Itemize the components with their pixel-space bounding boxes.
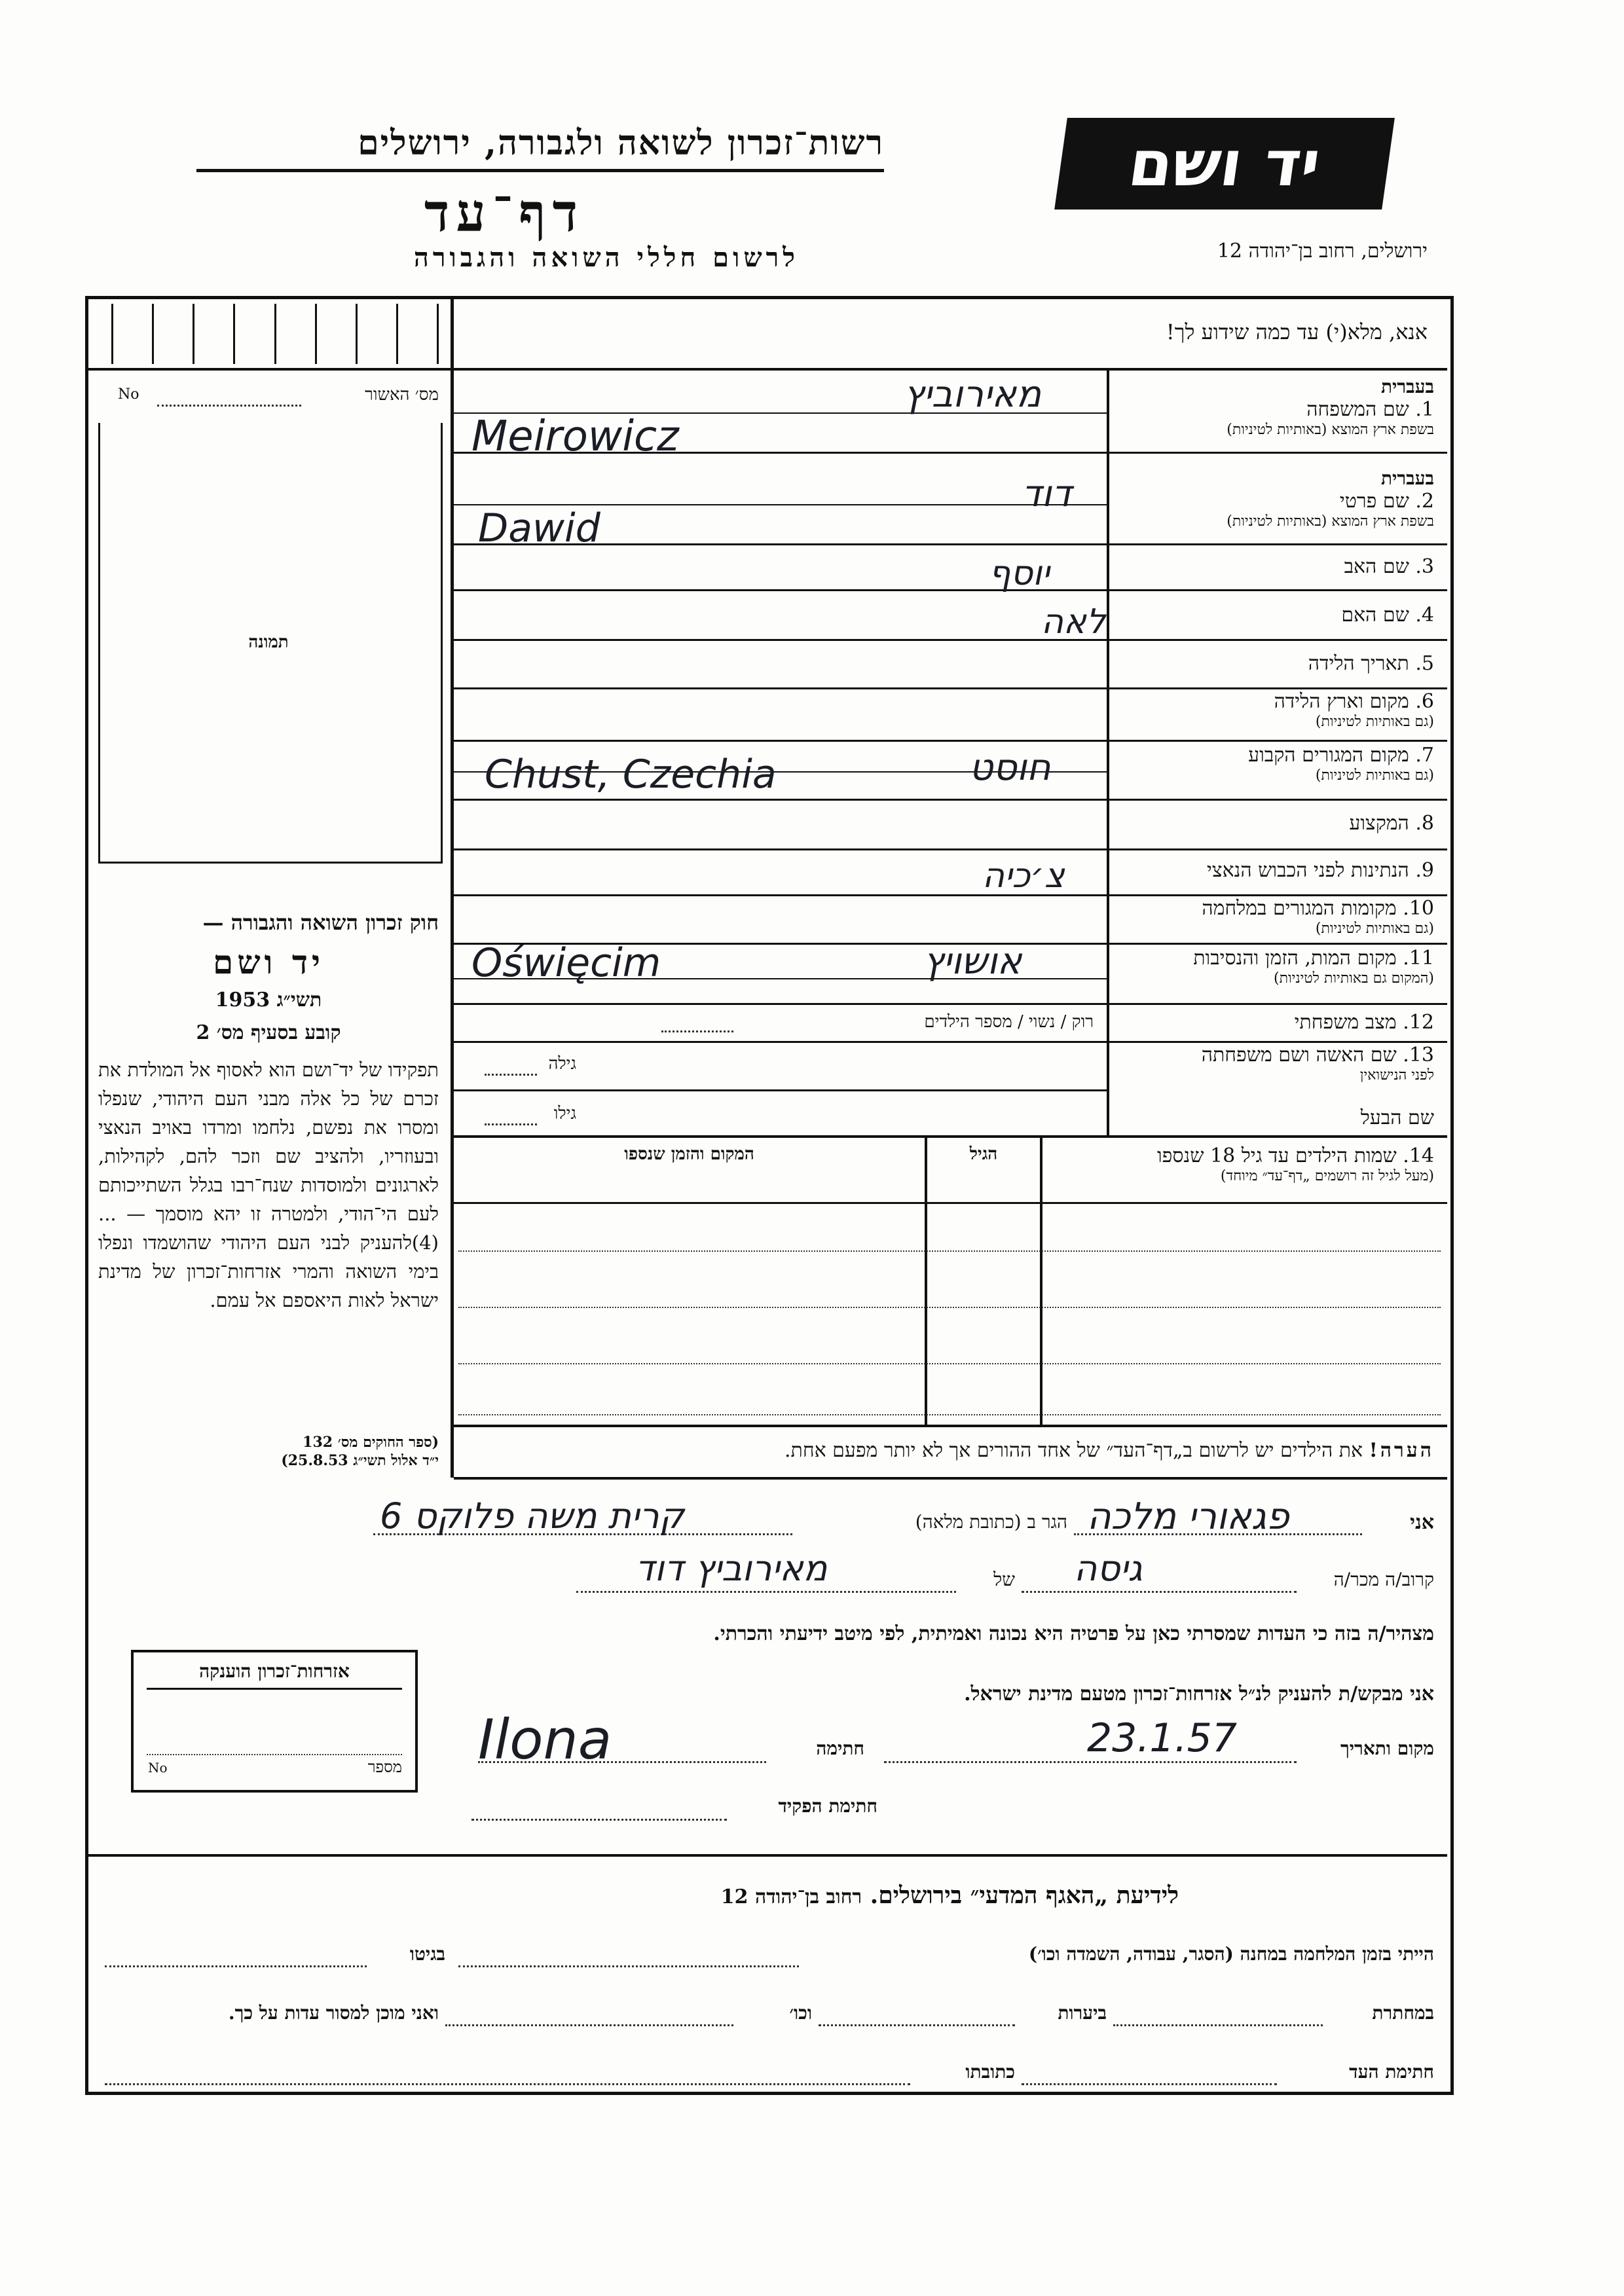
- footer-witness-address: כתובתו: [965, 2061, 1015, 2083]
- footer-testimony: ואני מוכן למסור עדות על כך.: [228, 2002, 439, 2024]
- children-place-header: המקום והזמן שנספו: [624, 1144, 754, 1164]
- footer-ghetto: בגיטו: [409, 1943, 445, 1965]
- children-age-header: הגיל: [969, 1144, 998, 1164]
- residence-latin-value: Chust, Czechia: [485, 752, 777, 797]
- note: הערה! את הילדים יש לרשום ב„דף־העד״ של אחד ההורים אך לא יותר מפעם אחת.: [784, 1439, 1434, 1462]
- logo-text: יד ושם: [1124, 127, 1325, 200]
- of-label: של: [993, 1569, 1015, 1590]
- citizenship-request: אני מבקש/ת להעניק לנ״ל אזרחות־זכרון מטעם מדינת ישראל.: [964, 1683, 1434, 1705]
- father-name-value: יוסף: [989, 554, 1050, 593]
- approval-label: מס׳ האשור: [365, 385, 439, 405]
- field-8: 8. המקצוע: [1349, 812, 1434, 835]
- address-value: קרית משה פלוקס 6: [380, 1495, 684, 1537]
- death-place-hebrew-value: אושויץ: [923, 940, 1022, 983]
- field-5: 5. תאריך הלידה: [1308, 652, 1434, 675]
- citizenship-value: צ׳כיה: [982, 856, 1065, 896]
- tick-boxes: [111, 304, 439, 364]
- of-value: מאירוביץ דוד: [635, 1548, 828, 1589]
- surname-latin-value: Meirowicz: [471, 412, 679, 461]
- field-6: 6. מקום וארץ הלידה (גם באותיות לטיניות): [1274, 690, 1434, 730]
- org-title: רשות־זכרון לשואה ולגבורה, ירושלים: [358, 123, 884, 163]
- field-3: 3. שם האב: [1344, 555, 1434, 578]
- marital-status-options: רוק / נשוי / מספר הילדים: [924, 1012, 1094, 1032]
- husband-age-label: גילו: [553, 1104, 576, 1123]
- citizenship-granted-box: [131, 1650, 418, 1793]
- law-reference-1: (ספר החוקים מס׳ 132: [303, 1434, 439, 1451]
- mother-name-value: לאה: [1041, 602, 1106, 642]
- wife-age-label: גילה: [548, 1054, 576, 1074]
- footer-etc: וכו׳: [789, 2002, 812, 2024]
- field-9: 9. הנתינות לפני הכבוש הנאצי: [1207, 859, 1434, 882]
- footer-line1-a: הייתי בזמן המלחמה במחנה (הסגר, עבודה, השמדה וכו׳): [1028, 1943, 1434, 1965]
- law-title: חוק זכרון השואה והגבורה —: [202, 910, 439, 935]
- footer-witness-signature: חתימת העד: [1349, 2061, 1434, 2083]
- law-reference-2: י״ד אלול תשי״ג 25.8.53): [281, 1452, 439, 1469]
- signature-label: חתימה: [816, 1738, 864, 1759]
- intro-text: אנא, מלא(י) עד כמה שידוע לך!: [1166, 319, 1428, 344]
- signature-value: Ilona: [478, 1707, 612, 1772]
- residence-hebrew-value: חוסט: [969, 746, 1051, 789]
- yad-vashem-logo: [1054, 118, 1395, 210]
- photo-label: תמונה: [248, 632, 289, 652]
- citizenship-box-number: מספר: [147, 1754, 402, 1777]
- firstname-hebrew-value: דוד: [1022, 473, 1072, 515]
- field-2: בעברית 2. שם פרטי בשפת ארץ המוצא (באותיות לטיניות): [1227, 467, 1434, 530]
- relative-value: גיסה: [1074, 1548, 1143, 1589]
- declaration-statement: מצהיר/ה בזה כי העדות שמסרתי כאן על פרטיה היא נכונה ואמיתית, לפי מיטב ידיעתי והכרתי.: [713, 1622, 1434, 1645]
- form-title: דף־עד: [424, 182, 585, 244]
- field-4: 4. שם האם: [1341, 604, 1434, 627]
- declarant-name-value: פגאורי מלכה: [1087, 1495, 1289, 1538]
- field-husband: שם הבעל: [1360, 1106, 1434, 1129]
- citizenship-box-no: No: [148, 1760, 168, 1776]
- surname-hebrew-value: מאירוביץ: [904, 373, 1041, 416]
- approval-no: No: [118, 386, 139, 403]
- field-7: 7. מקום המגורים הקבוע (גם באותיות לטיניות): [1248, 744, 1434, 784]
- field-1: בעברית 1. שם המשפחה בשפת ארץ המוצא (באותיות לטיניות): [1227, 376, 1434, 438]
- law-text: תפקידו של יד־ושם הוא לאסוף אל המולדת את זכרם של כל אלה מבני העם היהודי, שנפלו ומסרו את נפשם, נלחמו ומרדו באויב הנאצי ובעוזריו, ולהציב שם וזכר להם, לקהילות, לארגונים ולמוסדות שנח־רבו בגלל השתייכותם לעם הי־הודי, ולמטרה זו יהא מוסמך — ...(4)להעניק לבני העם היהודי שהושמדו ונפלו בימי השואה והמרי אזרחות־זכרון של מדינת ישראל לאות היאספם אל עמם.: [98, 1059, 439, 1311]
- address-label: הגר ב (כתובת מלאה): [915, 1511, 1067, 1533]
- header-address: ירושלים, רחוב בן־יהודה 12: [1217, 240, 1428, 263]
- law-year: תשי״ג 1953: [215, 989, 322, 1011]
- form-subtitle: לרשום חללי השואה והגבורה: [413, 242, 799, 273]
- field-11: 11. מקום המות, הזמן והנסיבות (המקום גם באותיות לטיניות): [1193, 947, 1434, 987]
- officer-signature-label: חתימת הפקיד: [778, 1795, 877, 1817]
- relative-label: קרוב/ה מכר/ה: [1333, 1569, 1434, 1590]
- footer-underground: במחתרת: [1372, 2002, 1434, 2024]
- field-12: 12. מצב משפחתי: [1294, 1011, 1434, 1034]
- footer-title: לידיעת „האגף המדעי״ בירושלים. רחוב בן־יהודה 12: [720, 1882, 1179, 1909]
- date-value: 23.1.57: [1087, 1715, 1238, 1761]
- law-name: יד ושם: [213, 943, 324, 981]
- death-place-latin-value: Oświęcim: [471, 940, 661, 986]
- children-header: 14. שמות הילדים עד גיל 18 שנספו (מעל לגיל זה רושמים „דף־עד״ מיוחד): [1157, 1144, 1434, 1184]
- field-13: 13. שם האשה ושם משפחתה לפני הנישואין: [1201, 1044, 1434, 1084]
- place-date-label: מקום ותאריך: [1340, 1738, 1434, 1759]
- firstname-latin-value: Dawid: [478, 505, 600, 551]
- declarant-label: אני: [1410, 1511, 1434, 1534]
- law-clause: קובע בסעיף מס׳ 2: [196, 1021, 341, 1044]
- field-10: 10. מקומות המגורים במלחמה (גם באותיות לטיניות): [1202, 897, 1434, 937]
- footer-forests: ביערות: [1058, 2002, 1107, 2024]
- citizenship-box-title: אזרחות־זכרון הוענקה: [147, 1660, 402, 1690]
